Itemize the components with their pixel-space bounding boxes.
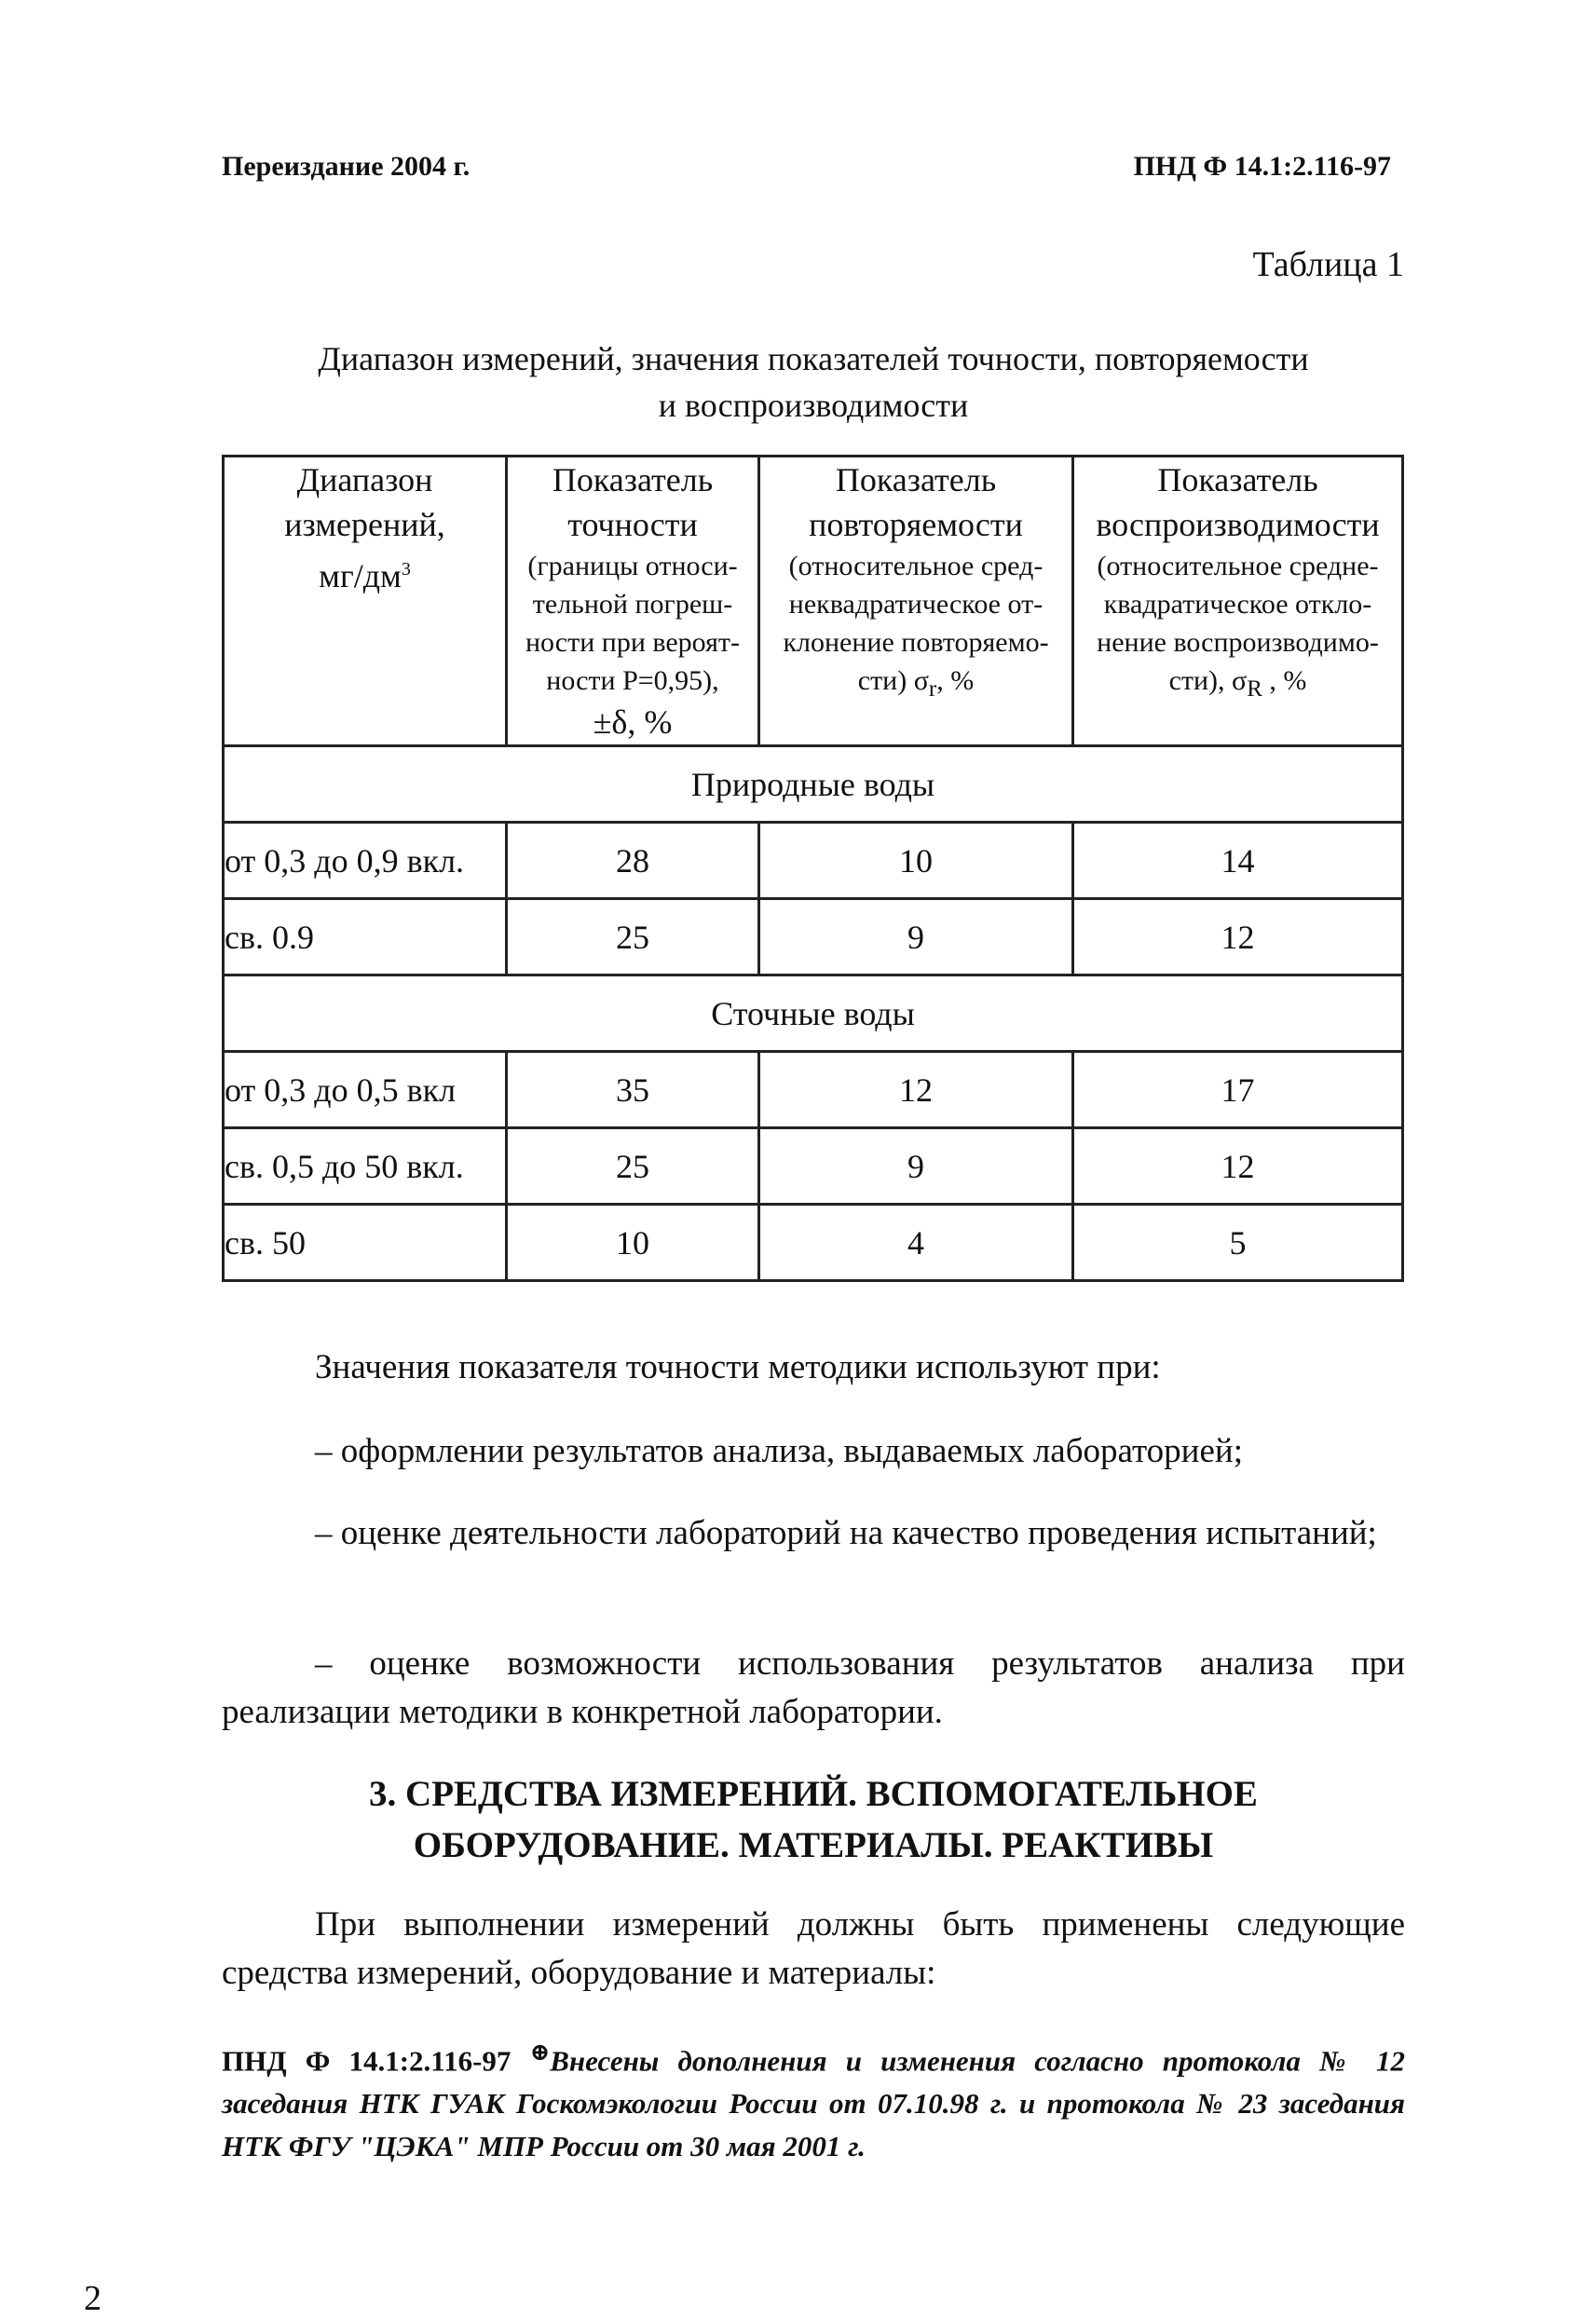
range-cell: от 0,3 до 0,5 вкл <box>224 1052 507 1128</box>
header-range: Диапазон измерений, $мг/дм^3$ <box>224 457 507 746</box>
reproducibility-cell: 5 <box>1073 1205 1403 1281</box>
table-caption-line-2: и воспроизводимости <box>658 387 969 424</box>
table-number: Таблица 1 <box>1252 245 1404 284</box>
section-heading-line-1: 3. СРЕДСТВА ИЗМЕРЕНИЙ. ВСПОМОГАТЕЛЬНОЕ <box>369 1774 1258 1814</box>
repeatability-cell: 4 <box>759 1205 1073 1281</box>
repeatability-cell: 9 <box>759 1128 1073 1205</box>
header-repeatability: Показатель повторяемости (относительное сред- неквадратическое от- клонение повторяемо- сти) $\sigma_r$, % <box>759 457 1073 746</box>
table-caption <box>222 335 1405 429</box>
table-caption-line-1: Диапазон измерений, значения показателей точности, повторяемости <box>318 340 1309 377</box>
list-item: – оформлении результатов анализа, выдаваемых лабораторией; <box>315 1432 1243 1470</box>
reproducibility-cell: 12 <box>1073 899 1403 975</box>
reproducibility-cell: 12 <box>1073 1128 1403 1205</box>
table-row <box>224 1128 1403 1205</box>
repeatability-cell: 9 <box>759 899 1073 975</box>
table-row <box>224 1205 1403 1281</box>
accuracy-cell: 25 <box>507 1128 759 1205</box>
section-natural-water: Природные воды <box>224 746 1403 823</box>
section-row-natural-water <box>224 746 1403 823</box>
paragraph-section-text: При выполнении измерений должны быть применены следующие средства измерений, оборудование и материалы: <box>222 1905 1405 1992</box>
header-document-code: ПНД Ф 14.1:2.116-97 <box>1133 151 1391 182</box>
range-cell: св. 50 <box>224 1205 507 1281</box>
list-item: – оценке возможности использования результатов анализа при реализации методики в конкретной лаборатории. <box>222 1644 1405 1731</box>
accuracy-cell: 35 <box>507 1052 759 1128</box>
range-cell: от 0,3 до 0,9 вкл. <box>224 823 507 899</box>
accuracy-cell: 28 <box>507 823 759 899</box>
section-heading-line-2: ОБОРУДОВАНИЕ. МАТЕРИАЛЫ. РЕАКТИВЫ <box>413 1825 1214 1865</box>
accuracy-table <box>222 455 1404 1282</box>
section-heading <box>222 1768 1405 1871</box>
list-item: – оценке деятельности лабораторий на качество проведения испытаний; <box>315 1514 1377 1552</box>
page-number: 2 <box>84 2279 102 2318</box>
accuracy-cell: 10 <box>507 1205 759 1281</box>
section-row-waste-water <box>224 975 1403 1052</box>
range-cell: св. 0.9 <box>224 899 507 975</box>
paragraph-intro: Значения показателя точности методики используют при: <box>315 1348 1161 1386</box>
table-row <box>224 899 1403 975</box>
header-edition: Переиздание 2004 г. <box>222 151 471 182</box>
table-row <box>224 1052 1403 1128</box>
header-accuracy: Показатель точности (границы относи- тельной погреш- ности при вероят- ности Р=0,95), ±δ, % <box>507 457 759 746</box>
section-waste-water: Сточные воды <box>224 975 1403 1052</box>
range-cell: св. 0,5 до 50 вкл. <box>224 1128 507 1205</box>
footnote-mark: ⊕ <box>529 2039 551 2066</box>
header-reproducibility: Показатель воспроизводимости (относительное средне- квадратическое откло- нение воспроизводимо- сти), $\sigma_R$ , % <box>1073 457 1403 746</box>
footnote-reference: ПНД Ф 14.1:2.116-97 <box>222 2044 512 2078</box>
accuracy-cell: 25 <box>507 899 759 975</box>
repeatability-cell: 10 <box>759 823 1073 899</box>
reproducibility-cell: 14 <box>1073 823 1403 899</box>
footnote-text: Внесены дополнения и изменения согласно протокола № 12 заседания НТК ГУАК Госкомэкологии России от 07.10.98 г. и протокола № 23 заседания НТК ФГУ "ЦЭКА" МПР России от 30 мая 2001 г. <box>222 2044 1405 2163</box>
table-header-row <box>224 457 1403 746</box>
repeatability-cell: 12 <box>759 1052 1073 1128</box>
table-row <box>224 823 1403 899</box>
footnote <box>222 2031 1405 2168</box>
reproducibility-cell: 17 <box>1073 1052 1403 1128</box>
